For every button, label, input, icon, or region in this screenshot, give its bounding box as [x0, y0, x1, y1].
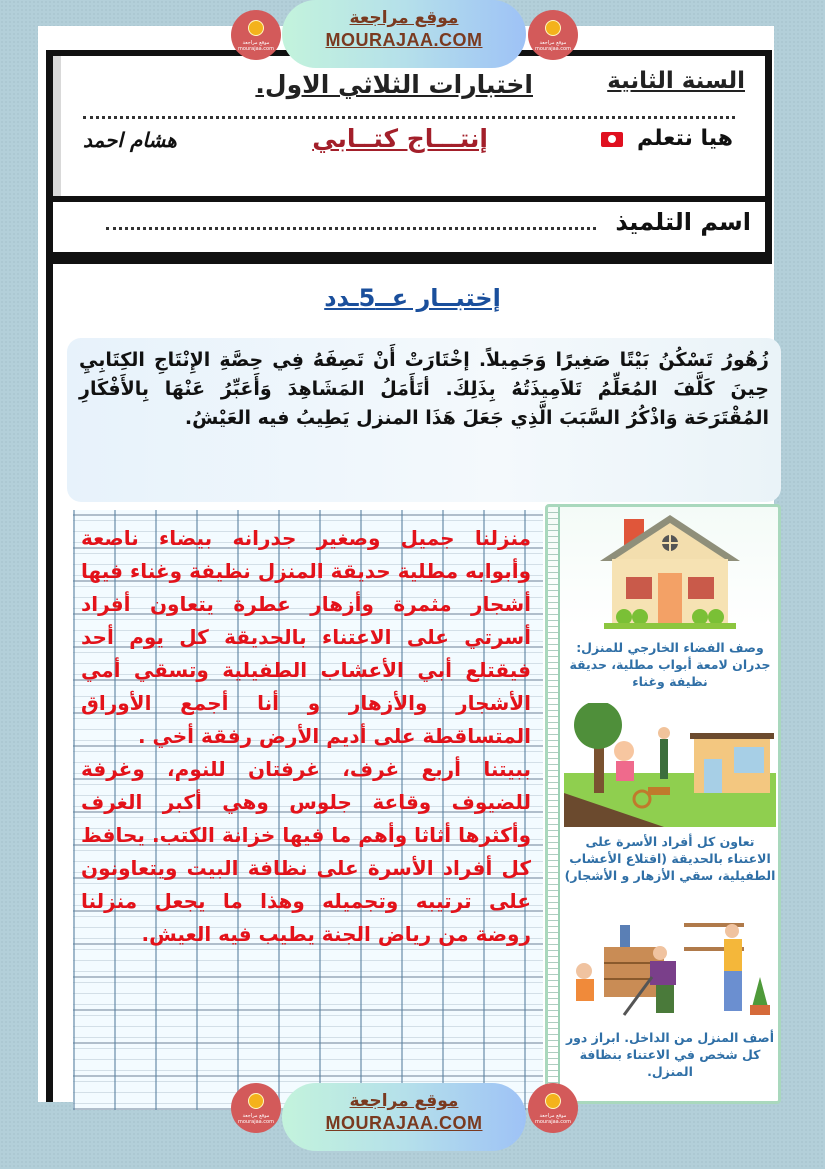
badge-text: موقع مراجعة mourajaa.com [237, 1113, 274, 1125]
watermark-badge-left-top [231, 10, 281, 60]
watermark-banner-bottom[interactable] [282, 1083, 526, 1151]
watermark-badge-right-top [528, 10, 578, 60]
tunisia-flag-icon [601, 132, 623, 147]
badge-text: موقع مراجعة mourajaa.com [237, 40, 274, 52]
book-coin-icon [248, 1093, 264, 1109]
brand-text: هيا نتعلم [636, 126, 733, 151]
essay-lined-paper [73, 510, 543, 1110]
test-body [46, 258, 776, 1102]
worksheet-header [46, 50, 772, 202]
header-row-top [63, 64, 753, 104]
header-divider [83, 116, 735, 119]
watermark-badge-right-bottom [528, 1083, 578, 1133]
watermark-badge-left-bottom [231, 1083, 281, 1133]
illustration-caption-1: وصف الفضاء الخارجي للمنزل: جدران لامعة أبواب مطلية، حديقة نظيفة وغناء [569, 640, 771, 689]
grade-label: السنة الثانية [607, 68, 745, 94]
book-coin-icon [248, 20, 264, 36]
watermark-latin: MOURAJAA.COM [325, 1113, 483, 1133]
book-coin-icon [545, 20, 561, 36]
exam-title: اختبارات الثلاثي الاول. [255, 70, 533, 99]
watermark-banner-top[interactable] [282, 0, 526, 68]
watermark-latin: MOURAJAA.COM [325, 30, 483, 50]
student-name-row [46, 202, 772, 258]
badge-text: موقع مراجعة mourajaa.com [534, 1113, 571, 1125]
worksheet-page [38, 26, 774, 1102]
writing-prompt: زُهُورُ تَسْكُنُ بَيْتًا صَغِيرًا وَجَمِيلاً. إخْتَارَتْ أَنْ تَصِفَهُ فِي حِصَّةِ الإِنْتَاجِ الكِتَابِيِ حِينَ كَلَّفَ المُعَلِّمُ تَلاَمِيذَتُهُ بِذَلِكَ. أتَأَمَلُ المَشَاهِدَ وَأَعَبِّرُ عَنْهَا بِالأَفْكَارِ المُقْتَرَحَة وَاذْكُرُ السَّبَبَ الَّذِي جَعَلَ هَذَا المنزل يَطِيبُ فيه العَيْشُ. [67, 338, 781, 502]
family-gardening-illustration [564, 703, 776, 827]
book-coin-icon [545, 1093, 561, 1109]
essay-paragraph-2: ببيتنا أربع غرف، غرفتان للنوم، وغرفة للضيوف وقاعة جلوس وهي أكبر الغرف وأكثرها أثاثا وأهم ما فيها خزانة الكتب. يحافظ كل أفراد الأسرة على نظافة البيت ويتعاونون على ترتيبه وتجميله وهذا ما يجعل منزلنا روضة من رياض الجنة يطيب فيه العيش. [81, 757, 531, 946]
watermark-arabic: موقع مراجعة [349, 1091, 459, 1111]
illustration-caption-3: أصف المنزل من الداخل. ابراز دور كل شخص في الاعتناء بنظافة المنزل. [565, 1030, 775, 1079]
brand-label [601, 126, 733, 151]
essay-paragraph-1: منزلنا جميل وصغير جدرانه بيضاء ناصعة وأبوابه مطلية حديقة المنزل نظيفة وغناء فيها أشجار مثمرة وأزهار عطرة يتعاون أفراد أسرتي على الاعتناء بالحديقة كل يوم أحد فيقتلع أبي الأعشاب الطفيلية وتسقي أمي الأشجار والأزهار و أنا أجمع الأوراق المتساقطة على أديم الأرض رفقة أخي . [81, 526, 531, 748]
student-name-field[interactable] [106, 227, 596, 230]
family-cleaning-illustration [564, 917, 776, 1025]
panel-grid-strip [548, 507, 560, 1101]
subject-title: إنتـــاج كتــابي [312, 124, 488, 153]
watermark-arabic: موقع مراجعة [349, 8, 459, 28]
illustration-panel [545, 504, 781, 1104]
house-exterior-illustration [564, 513, 776, 635]
illustration-caption-2: تعاون كل أفراد الأسرة على الاعتناء بالحديقة (اقتلاع الأعشاب الطفيلية، سقي الأزهار و الأشجار) [564, 834, 776, 883]
badge-text: موقع مراجعة mourajaa.com [534, 40, 571, 52]
student-name-label: اسم التلميذ [615, 208, 751, 236]
author-signature: هشام احمد [83, 128, 177, 152]
header-row-bottom [63, 124, 753, 166]
test-title: إختبــار عــ5ـدد [324, 284, 501, 312]
